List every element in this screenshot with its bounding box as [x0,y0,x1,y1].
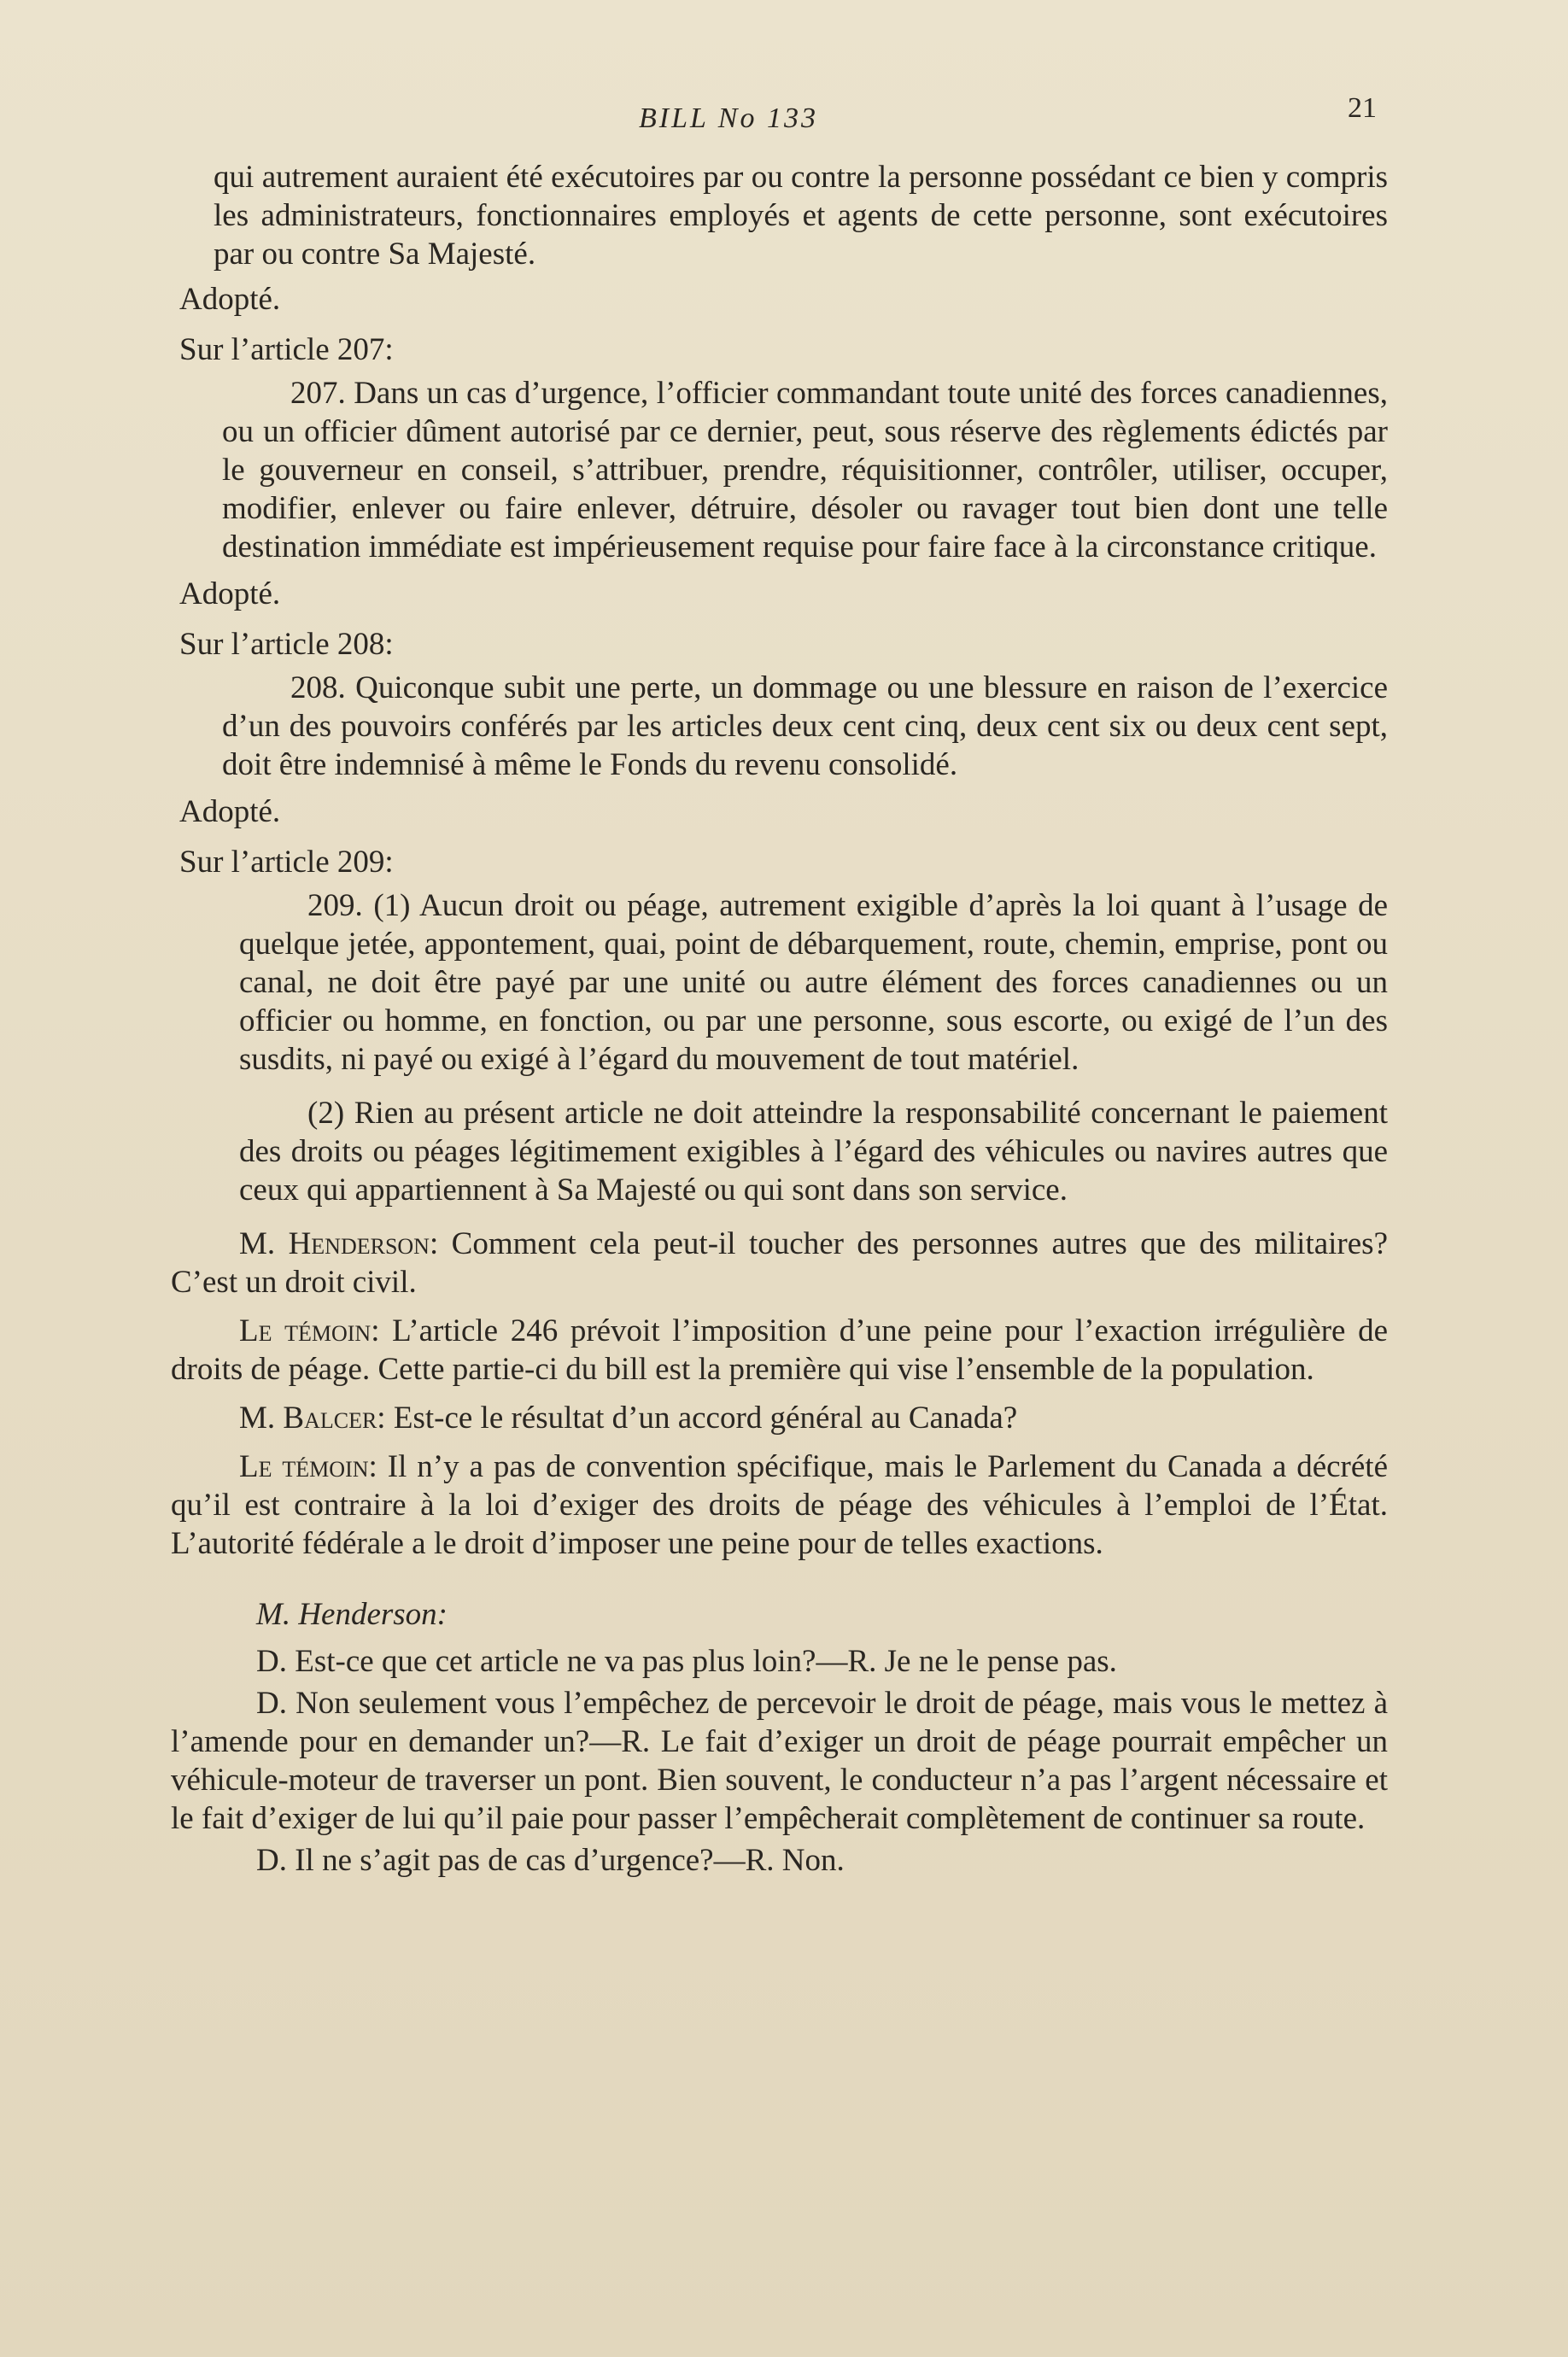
bill-title: BILL No 133 [639,102,818,134]
adopted-label: Adopté. [179,576,281,611]
section-speaker-henderson: M. Henderson: [256,1597,448,1632]
dialogue-text: Comment cela peut-il toucher des personnes autres que des militaires? C’est un droit civil. [171,1226,1388,1300]
speaker-name: Le témoin: [239,1313,380,1348]
speaker-name: Le témoin: [239,1449,377,1484]
dialogue-temoin [171,1448,1388,1563]
article-heading-209: Sur l’article 209: [179,845,394,880]
article-208-text: 208. Quiconque subit une perte, un dommage ou une blessure en raison de l’exercice d’un des pouvoirs conférés par les articles deux cent cinq, deux cent six ou deux cent sept, doit être indemnisé à même le Fonds du revenu consolidé. [222,670,1388,782]
adopted-label: Adopté. [179,282,281,317]
question-answer: D. Il ne s’agit pas de cas d’urgence?—R. Non. [256,1843,845,1878]
article-heading-208: Sur l’article 208: [179,627,394,662]
adopted-label: Adopté. [179,794,281,829]
dialogue-text: L’article 246 prévoit l’imposition d’une peine pour l’exaction irrégulière de droits de péage. Cette partie-ci du bill est la première qui vise l’ensemble de la population. [171,1313,1388,1387]
article-heading-207: Sur l’article 207: [179,332,394,367]
dialogue-balcer [171,1399,1388,1437]
article-209-1-text: 209. (1) Aucun droit ou péage, autrement exigible d’après la loi quant à l’usage de quelque jetée, appontement, quai, point de débarquement, route, chemin, emprise, pont ou canal, ne doit être payé par une unité ou autre élément des forces canadiennes ou un officier ou homme, en fonction, ou par une personne, sous escorte, ou exigé de l’un des susdits, ni payé ou exigé à l’égard du mouvement de tout matériel. [239,888,1388,1077]
page-body [171,158,1388,1883]
continued-paragraph: qui autrement auraient été exécutoires par ou contre la personne possédant ce bien y compris les administrateurs, fonctionnaires employés et agents de cette personne, sont exécutoires par ou contre Sa Majesté. [214,160,1388,272]
running-header [0,92,1568,143]
dialogue-text: Est-ce le résultat d’un accord général au Canada? [393,1401,1018,1436]
dialogue-temoin [171,1312,1388,1389]
speaker-name: M. Henderson: [239,1226,439,1261]
dialogue-text: Il n’y a pas de convention spécifique, mais le Parlement du Canada a décrété qu’il est contraire à la loi d’exiger des droits de péage des véhicules à l’emploi de l’État. L’autorité fédérale a le droit d’imposer une peine pour de telles exactions. [171,1449,1389,1561]
article-209-2-text: (2) Rien au présent article ne doit atteindre la responsabilité concernant le paiement des droits ou péages légitimement exigibles à l’égard des véhicules ou navires autres que ceux qui appartiennent à Sa Majesté ou qui sont dans son service. [239,1096,1388,1208]
speaker-name: M. Balcer: [239,1401,386,1436]
page-number: 21 [1348,92,1377,124]
article-207-text: 207. Dans un cas d’urgence, l’officier commandant toute unité des forces canadiennes, ou un officier dûment autorisé par ce dernier, peut, sous réserve des règlements édictés par le gouverneur en conseil, s’attribuer, prendre, réquisitionner, contrôler, utiliser, occuper, modifier, enlever ou faire enlever, détruire, désoler ou ravager tout bien dont une telle destination immédiate est impérieusement requise pour faire face à la circonstance critique. [222,376,1388,564]
dialogue-henderson [171,1225,1388,1301]
question-answer: D. Est-ce que cet article ne va pas plus loin?—R. Je ne le pense pas. [256,1644,1117,1679]
question-answer: D. Non seulement vous l’empêchez de percevoir le droit de péage, mais vous le mettez à l’amende pour en demander un?—R. Le fait d’exiger un droit de péage pourrait empêcher un véhicule-moteur de traverser un pont. Bien souvent, le conducteur n’a pas l’argent nécessaire et le fait d’exiger de lui qu’il paie pour passer l’empêcherait complètement de continuer sa route. [171,1686,1388,1836]
